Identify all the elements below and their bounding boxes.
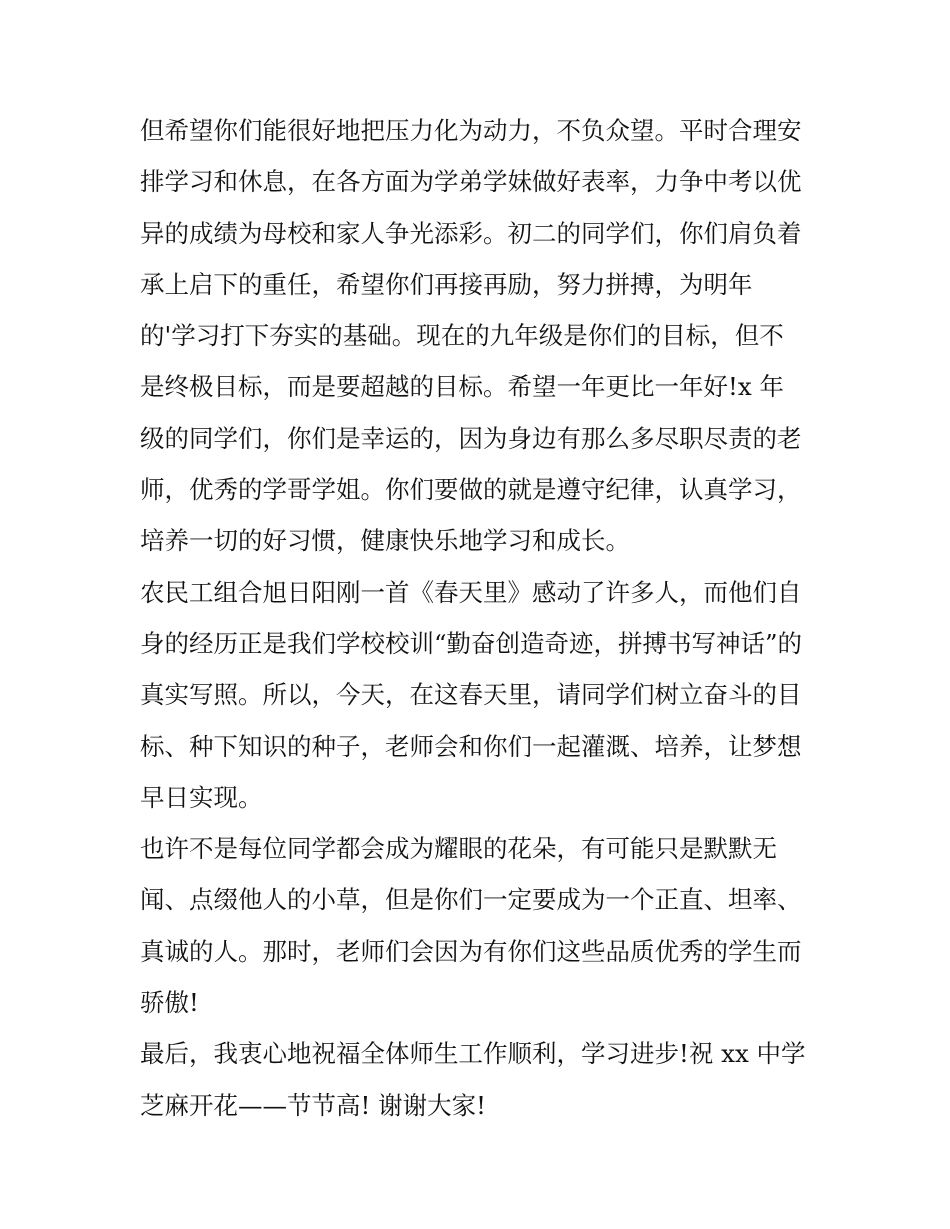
text-line: 但希望你们能很好地把压力化为动力，不负众望。平时合理安 <box>140 116 802 145</box>
text-line: 农民工组合旭日阳刚一首《春天里》感动了许多人，而他们自 <box>140 577 802 607</box>
text-line: 身的经历正是我们学校校训“勤奋创造奇迹，拼搏书写神话”的 <box>140 628 803 658</box>
text-line: 异的成绩为母校和家人争光添彩。初二的同学们，你们肩负着 <box>140 218 802 248</box>
text-line: 培养一切的好习惯，健康快乐地学习和成长。 <box>140 526 630 556</box>
text-line: 最后，我衷心地祝福全体师生工作顺利，学习进步!祝 xx 中学 <box>140 1039 806 1069</box>
text-line: 标、种下知识的种子，老师会和你们一起灌溉、培养，让梦想 <box>140 731 802 761</box>
text-line: 是终极目标，而是要超越的目标。希望一年更比一年好!x 年 <box>140 372 784 402</box>
text-line: 芝麻开花——节节高! 谢谢大家! <box>140 1090 486 1120</box>
text-line: 骄傲! <box>140 988 199 1018</box>
text-line: 早日实现。 <box>140 782 263 812</box>
text-line: 排学习和休息，在各方面为学弟学妹做好表率，力争中考以优 <box>140 167 802 197</box>
text-line: 师，优秀的学哥学姐。你们要做的就是遵守纪律，认真学习， <box>140 475 802 505</box>
text-line: 承上启下的重任，希望你们再接再励，努力拼搏，为明年 <box>140 269 753 299</box>
text-line: 真诚的人。那时，老师们会因为有你们这些品质优秀的学生而 <box>140 936 802 966</box>
text-line: 真实写照。所以，今天，在这春天里，请同学们树立奋斗的目 <box>140 680 802 710</box>
text-line: 级的同学们，你们是幸运的，因为身边有那么多尽职尽责的老 <box>140 423 802 453</box>
body-text <box>140 105 820 1131</box>
text-line: 闻、点缀他人的小草，但是你们一定要成为一个正直、坦率、 <box>140 885 802 915</box>
text-line: 的'学习打下夯实的基础。现在的九年级是你们的目标，但不 <box>140 321 784 351</box>
text-line: 也许不是每位同学都会成为耀眼的花朵，有可能只是默默无 <box>140 834 777 864</box>
